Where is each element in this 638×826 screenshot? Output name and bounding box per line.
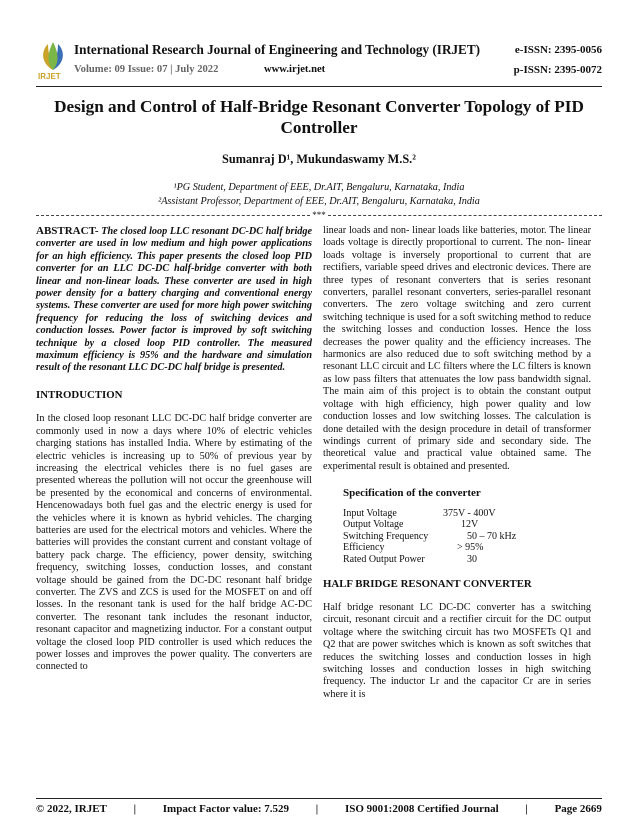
spec-row (343, 508, 516, 520)
spec-value: > 95% (457, 542, 484, 554)
affiliation-2: ²Assistant Professor, Department of EEE, Dr.AIT, Bengaluru, Karnataka, India (158, 196, 480, 207)
irjet-logo (36, 40, 70, 84)
right-column-text: linear loads and non- linear loads like batteries, motor. The linear loads voltage is directly proportional to current. The non- linear loads voltage is inversely proportional to current that are rectifiers, variable speed drives and electronic devices. There are three types of resonant converters that is series resonant converters, parallel resonant converters, series-parallel resonant converters. The zero voltage switching and zero current switching technique is used for a soft switching method to reduce the switching losses and conduction losses. Hence the loss decreases the power quality and the efficiency increases. The harmonics are also reduced due to soft switching method by a resonant LLC circuit and LC filters where the LC filters is known as low pass filters that attenuates the low pass bandwidth signal. The main aim of this project is to obtain the constant output voltage with high efficiency, high power quality and low conduction losses and low switching losses. The calculation is done detailed with the design procedure in detail of transformer windings current of primary side and secondary side. The theoretical value and practical value obtained same. The experimental result is obtained and presented. (323, 225, 591, 472)
left-column (36, 225, 312, 674)
journal-header (36, 40, 602, 88)
abstract (36, 225, 312, 375)
spec-key: Rated Output Power (343, 553, 425, 565)
leaf-logo-icon (36, 40, 70, 74)
title-line-2: Controller (280, 118, 358, 137)
journal-name: International Research Journal of Engineering and Technology (IRJET) (74, 42, 481, 57)
spec-value: 12V (461, 519, 479, 531)
spec-value: 375V - 400V (443, 507, 496, 519)
spec-key: Input Voltage (343, 507, 397, 519)
spec-table (343, 508, 516, 566)
spec-row (343, 531, 516, 543)
affiliation-1: ¹PG Student, Department of EEE, Dr.AIT, Bengaluru, Karnataka, India (173, 182, 465, 193)
volume-issue: Volume: 09 Issue: 07 | July 2022 (74, 64, 219, 75)
footer-separator: | (133, 803, 137, 815)
authors: Sumanraj D¹, Mukundaswamy M.S.² (222, 152, 416, 166)
title-line-1: Design and Control of Half-Bridge Resonant Converter Topology of PID (54, 97, 584, 116)
spec-title: Specification of the converter (343, 487, 481, 500)
footer-separator: | (525, 803, 528, 815)
spec-key: Switching Frequency (343, 530, 429, 542)
e-issn: e-ISSN: 2395-0056 (514, 44, 602, 56)
paper-title (40, 96, 598, 138)
spec-row (343, 519, 516, 531)
spec-value: 50 – 70 kHz (467, 530, 517, 542)
spec-key: Output Voltage (343, 519, 404, 531)
spec-row (343, 554, 516, 566)
spec-row (343, 542, 516, 554)
journal-website-link[interactable]: www.irjet.net (264, 64, 326, 75)
logo-label: IRJET (38, 72, 61, 81)
footer-separator: | (315, 803, 319, 815)
separator-stars: *** (312, 210, 326, 220)
abstract-label: ABSTRACT- (36, 225, 99, 237)
spec-key: Efficiency (343, 542, 385, 554)
footer-page-number: Page 2669 (554, 803, 602, 815)
footer-copyright: © 2022, IRJET (36, 803, 107, 815)
right-column (323, 225, 591, 701)
section-separator (36, 210, 602, 220)
half-bridge-heading: HALF BRIDGE RESONANT CONVERTER (323, 577, 532, 590)
half-bridge-text: Half bridge resonant LC DC-DC converter has a switching circuit, resonant circuit and a rectifier circuit for the DC output voltage where the switching circuit has two MOSFETs Q1 and Q2 that are power switches which is known as soft switches that reduces the switching losses and conduction losses in high switching losses and conduction losses in high switching frequency. The inductor Lr and the capacitor Cr are in series where it is (323, 601, 591, 700)
abstract-text: The closed loop LLC resonant DC-DC half bridge converter are used in low medium and high power applications for an high efficiency. This paper presents the closed loop PID converter for an LLC DC-DC half-bridge converter with both linear and non-linear loads. These converter are used in high power density for a battery charging and conventional energy systems. These converter are used for more high power switching frequency for reducing the loss of switching devices and conduction losses. Power factor is improved by soft switching technique by a closed loop PID controller. The measured maximum efficiency is 95% and the hardware and simulation result of the resonant LLC DC-DC half bridge is presented. (36, 226, 312, 374)
page-footer (36, 803, 602, 815)
introduction-text: In the closed loop resonant LLC DC-DC half bridge converter are commonly used in now a days where 10% of electric vehicles charging stations has installed India. Where by estimating of the electric vehicles is increasing up to 50% of previous year by increasing the electrical vehicles there is no fuel gases are presented whereas the pollution will not occur the greenhouse will be presented by the economical and concerns of environmental. Hencenowadays both fuel gas and the electric energy is used for the vehicles where it is known as hybrid vehicles. The charging batteries are used for the electrical motors and vehicles. Where the batteries will provides the constant current and constant voltage of battery pack charge. The efficiency, power density, switching frequency, switching losses, conduction losses, and constant voltage should be gained from the DC-DC resonant half bridge converter. The ZVS and ZCS is used for the MOSFET on and off losses. In the resonant tank is used for the half bridge AC-DC converter. The resonant tank includes the resonant inductor, resonant capacitor and magnetizing inductor. For a constant output voltage the closed loop PID controller is used which reduces the power losses and improves the power quality. The converters are connected to (36, 413, 312, 673)
footer-iso: ISO 9001:2008 Certified Journal (344, 803, 499, 815)
introduction-heading: INTRODUCTION (36, 388, 123, 401)
header-divider (36, 86, 602, 87)
footer-impact-factor: Impact Factor value: 7.529 (162, 803, 290, 815)
p-issn: p-ISSN: 2395-0072 (513, 64, 602, 76)
footer-divider (36, 798, 602, 799)
spec-value: 30 (467, 553, 477, 565)
